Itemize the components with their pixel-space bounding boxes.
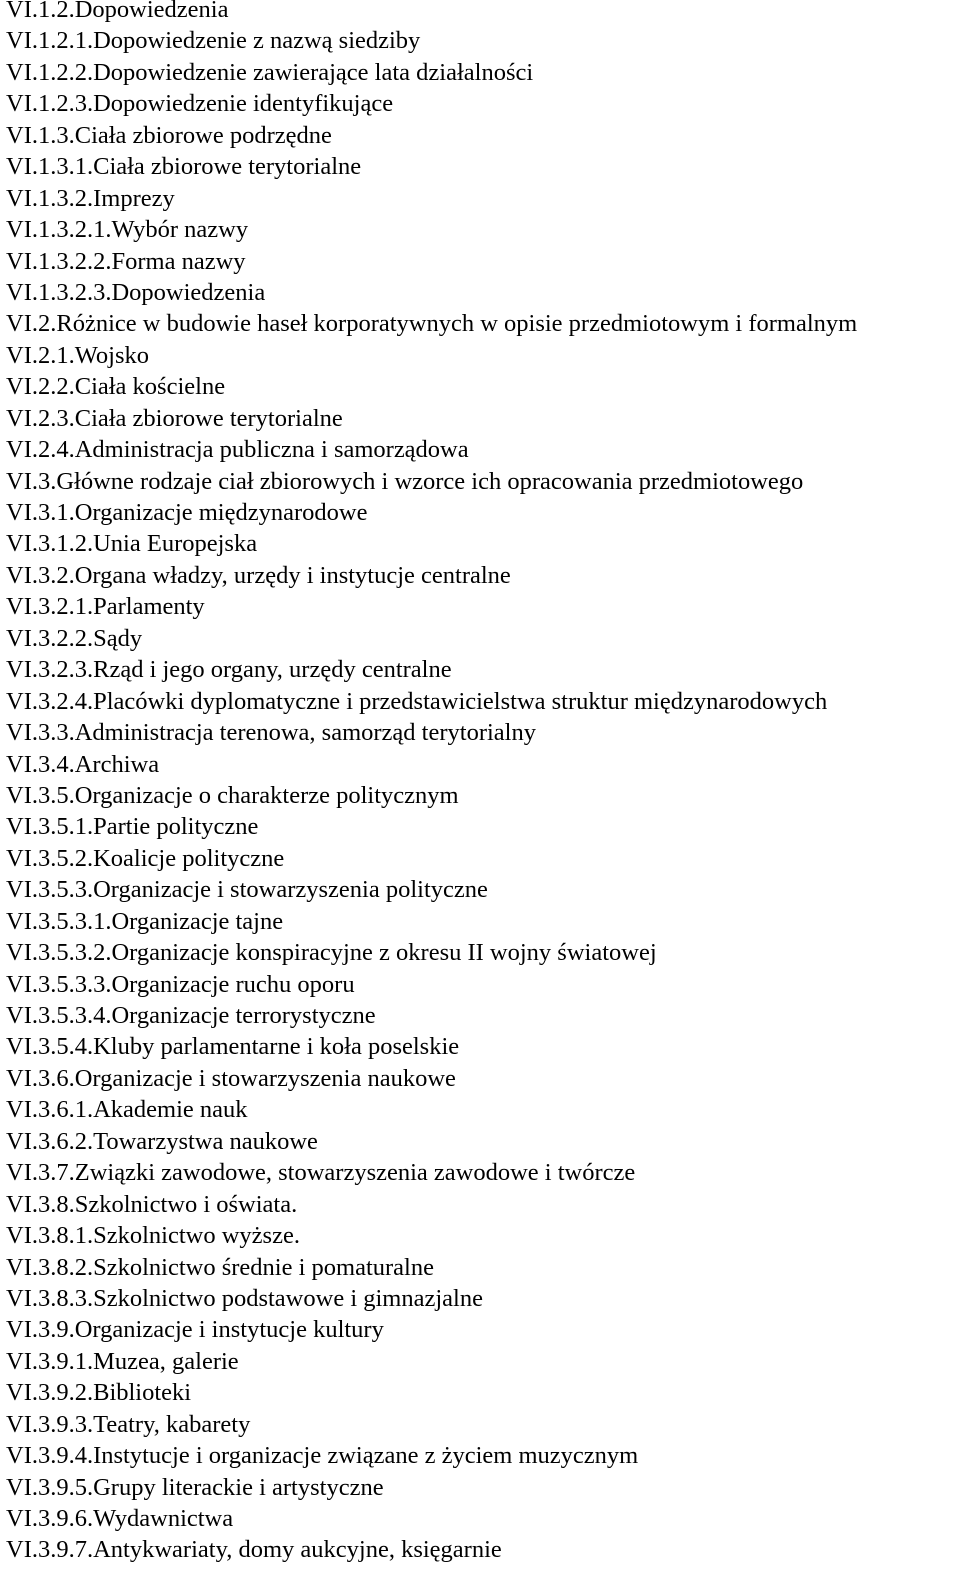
- toc-entry: VI.2.1.Wojsko: [6, 341, 149, 369]
- toc-entry: VI.3.3.Administracja terenowa, samorząd terytorialny: [6, 719, 536, 747]
- toc-entry: VI.3.4.Archiwa: [6, 750, 160, 778]
- toc-entry: VI.3.5.3.3.Organizacje ruchu oporu: [6, 970, 355, 998]
- toc-entry: VI.3.2.1.Parlamenty: [6, 593, 205, 621]
- toc-entry: VI.3.9.2.Biblioteki: [6, 1379, 192, 1407]
- toc-entry: VI.3.Główne rodzaje ciał zbiorowych i wzorce ich opracowania przedmiotowego: [6, 467, 804, 495]
- toc-entry: VI.2.Różnice w budowie haseł korporatywnych w opisie przedmiotowym i formalnym: [6, 310, 858, 338]
- toc-entry: VI.2.2.Ciała kościelne: [6, 373, 226, 401]
- toc-entry: VI.3.6.1.Akademie nauk: [6, 1096, 248, 1124]
- toc-entry: VI.3.7.Związki zawodowe, stowarzyszenia zawodowe i twórcze: [6, 1159, 636, 1187]
- toc-entry: VI.1.3.2.2.Forma nazwy: [6, 247, 246, 275]
- toc-entry: VI.3.5.4.Kluby parlamentarne i koła poselskie: [6, 1033, 460, 1061]
- toc-entry: VI.3.9.7.Antykwariaty, domy aukcyjne, księgarnie: [6, 1536, 502, 1564]
- toc-entry: VI.3.8.2.Szkolnictwo średnie i pomaturalne: [6, 1253, 434, 1281]
- toc-entry: VI.2.3.Ciała zbiorowe terytorialne: [6, 404, 343, 432]
- toc-entry: VI.3.1.Organizacje międzynarodowe: [6, 499, 368, 526]
- toc-entry: VI.3.5.1.Partie polityczne: [6, 813, 259, 841]
- toc-entry: VI.3.9.3.Teatry, kabarety: [6, 1410, 251, 1438]
- toc-entry: VI.3.5.Organizacje o charakterze politycznym: [6, 781, 459, 809]
- toc-entry: VI.3.6.2.Towarzystwa naukowe: [6, 1127, 318, 1155]
- toc-entry: VI.3.9.4.Instytucje i organizacje związane z życiem muzycznym: [6, 1442, 639, 1470]
- toc-entry: VI.1.2.2.Dopowiedzenie zawierające lata działalności: [6, 58, 534, 86]
- toc-entry: VI.3.9.1.Muzea, galerie: [6, 1347, 239, 1375]
- toc-entry: VI.3.5.3.4.Organizacje terrorystyczne: [6, 1002, 376, 1029]
- toc-entry: VI.3.2.4.Placówki dyplomatyczne i przedstawicielstwa struktur międzynarodowych: [6, 687, 828, 715]
- toc-entry: VI.3.9.6.Wydawnictwa: [6, 1505, 234, 1532]
- toc-entry: VI.2.4.Administracja publiczna i samorządowa: [6, 436, 469, 464]
- toc-entry: VI.1.2.Dopowiedzenia: [6, 0, 229, 23]
- table-of-contents: [6, 0, 956, 1566]
- toc-entry: VI.3.8.Szkolnictwo i oświata.: [6, 1190, 298, 1218]
- toc-entry: VI.3.9.Organizacje i instytucje kultury: [6, 1316, 384, 1344]
- toc-entry: VI.3.5.3.2.Organizacje konspiracyjne z okresu II wojny światowej: [6, 939, 657, 967]
- toc-entry: VI.3.5.3.Organizacje i stowarzyszenia polityczne: [6, 876, 488, 904]
- toc-entry: VI.1.3.1.Ciała zbiorowe terytorialne: [6, 153, 362, 181]
- toc-entry: VI.3.5.2.Koalicje polityczne: [6, 844, 285, 872]
- toc-entry: VI.3.8.1.Szkolnictwo wyższe.: [6, 1222, 300, 1250]
- toc-entry: VI.3.6.Organizacje i stowarzyszenia naukowe: [6, 1064, 456, 1092]
- toc-entry: VI.1.2.1.Dopowiedzenie z nazwą siedziby: [6, 27, 421, 55]
- toc-entry: VI.3.2.2.Sądy: [6, 624, 143, 652]
- toc-entry: VI.3.2.Organa władzy, urzędy i instytucje centralne: [6, 561, 511, 589]
- toc-entry: VI.3.2.3.Rząd i jego organy, urzędy centralne: [6, 656, 452, 684]
- toc-entry: VI.1.3.2.1.Wybór nazwy: [6, 216, 249, 244]
- toc-entry: VI.3.1.2.Unia Europejska: [6, 530, 258, 558]
- toc-entry: VI.1.2.3.Dopowiedzenie identyfikujące: [6, 90, 394, 118]
- toc-entry: VI.1.3.Ciała zbiorowe podrzędne: [6, 121, 332, 149]
- toc-entry: VI.3.5.3.1.Organizacje tajne: [6, 907, 284, 935]
- toc-entry: VI.3.8.3.Szkolnictwo podstawowe i gimnazjalne: [6, 1284, 483, 1312]
- toc-entry: VI.1.3.2.3.Dopowiedzenia: [6, 278, 266, 306]
- toc-entry: VI.1.3.2.Imprezy: [6, 184, 175, 212]
- toc-entry: VI.3.9.5.Grupy literackie i artystyczne: [6, 1473, 384, 1501]
